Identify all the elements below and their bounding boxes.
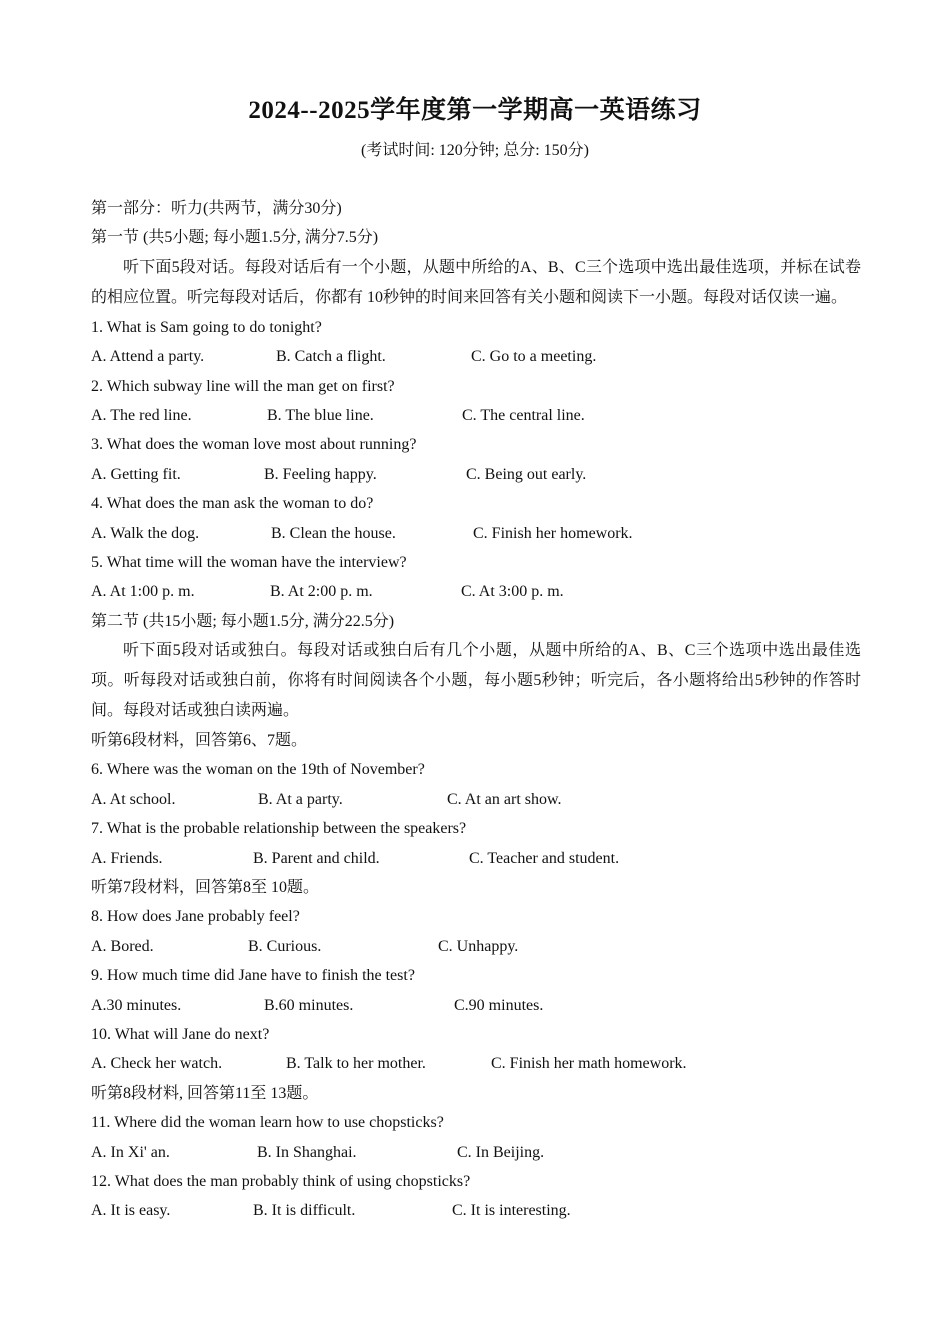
exam-title: 2024--2025学年度第一学期高一英语练习 — [248, 97, 702, 124]
material-heading: 听第7段材料，回答第8至 10题。 — [91, 879, 320, 897]
section-instructions: 听下面5段对话或独白。每段对话或独白后有几个小题，从题中所给的A、B、C三个选项中选出最佳选项。听每段对话或独白前，你将有时间阅读各个小题，每小题5秒钟；听完后，各小题将给出5秒钟的作答时间。每段对话或独白读两遍。 — [91, 642, 861, 720]
option-a: A. Check her watch. — [91, 1055, 223, 1073]
question-text: 6. Where was the woman on the 19th of November? — [91, 761, 425, 779]
option-a: A.30 minutes. — [91, 996, 182, 1014]
option-c: C. At an art show. — [447, 790, 562, 808]
question-text: 9. How much time did Jane have to finish the test? — [91, 967, 415, 985]
exam-content — [91, 194, 861, 1226]
question-text: 8. How does Jane probably feel? — [91, 908, 300, 926]
option-b: B. At 2:00 p. m. — [270, 583, 373, 601]
question-text: 7. What is the probable relationship between the speakers? — [91, 820, 467, 838]
question-text: 12. What does the man probably think of using chopsticks? — [91, 1172, 471, 1190]
option-b: B. Curious. — [248, 937, 322, 955]
option-c: C. The central line. — [462, 406, 585, 424]
question-options — [91, 401, 861, 430]
option-c: C. Finish her homework. — [473, 524, 633, 542]
option-c: C.90 minutes. — [454, 996, 544, 1014]
option-b: B. Talk to her mother. — [286, 1055, 426, 1073]
option-a: A. Walk the dog. — [91, 524, 200, 542]
option-b: B. Catch a flight. — [276, 348, 386, 366]
option-a: A. It is easy. — [91, 1202, 171, 1220]
option-c: C. In Beijing. — [457, 1143, 545, 1161]
question-options — [91, 844, 861, 873]
option-c: C. At 3:00 p. m. — [461, 583, 564, 601]
option-c: C. It is interesting. — [452, 1202, 571, 1220]
question-options — [91, 785, 861, 814]
option-a: A. Getting fit. — [91, 465, 181, 483]
question-options — [91, 1196, 861, 1225]
option-b: B. Parent and child. — [253, 849, 380, 867]
option-c: C. Go to a meeting. — [471, 348, 597, 366]
option-b: B. In Shanghai. — [257, 1143, 357, 1161]
option-a: A. Friends. — [91, 849, 163, 867]
question-text: 11. Where did the woman learn how to use chopsticks? — [91, 1114, 444, 1132]
question-options — [91, 991, 861, 1020]
question-text: 1. What is Sam going to do tonight? — [91, 318, 322, 336]
question-text: 10. What will Jane do next? — [91, 1025, 270, 1043]
option-b: B. Clean the house. — [271, 524, 396, 542]
question-options — [91, 342, 861, 371]
option-b: B. At a party. — [258, 790, 343, 808]
option-b: B. The blue line. — [267, 406, 374, 424]
question-options — [91, 577, 861, 606]
question-text: 5. What time will the woman have the interview? — [91, 553, 407, 571]
option-a: A. At school. — [91, 790, 176, 808]
part-heading: 第一部分：听力(共两节，满分30分) — [91, 200, 342, 217]
option-a: A. Bored. — [91, 937, 154, 955]
option-c: C. Finish her math homework. — [491, 1055, 687, 1073]
question-options — [91, 1138, 861, 1167]
option-b: B. It is difficult. — [253, 1202, 356, 1220]
option-c: C. Unhappy. — [438, 937, 519, 955]
section-instructions: 听下面5段对话。每段对话后有一个小题，从题中所给的A、B、C三个选项中选出最佳选项，并标在试卷的相应位置。听完每段对话后，你都有 10秒钟的时间来回答有关小题和阅读下一小题。每段对话仅读一遍。 — [91, 258, 861, 306]
section-heading: 第一节 (共5小题; 每小题1.5分, 满分7.5分) — [91, 229, 379, 247]
option-a: A. The red line. — [91, 406, 192, 424]
option-a: A. At 1:00 p. m. — [91, 583, 195, 601]
section-heading: 第二节 (共15小题; 每小题1.5分, 满分22.5分) — [91, 612, 395, 630]
material-heading: 听第6段材料，回答第6、7题。 — [91, 732, 308, 750]
question-text: 2. Which subway line will the man get on first? — [91, 377, 395, 395]
material-heading: 听第8段材料, 回答第11至 13题。 — [91, 1084, 319, 1102]
exam-subtitle: (考试时间: 120分钟; 总分: 150分) — [361, 142, 589, 159]
option-a: A. In Xi' an. — [91, 1143, 170, 1161]
question-options — [91, 932, 861, 961]
question-text: 3. What does the woman love most about running? — [91, 436, 417, 454]
question-options — [91, 1049, 861, 1078]
question-options — [91, 460, 861, 489]
option-b: B.60 minutes. — [264, 996, 354, 1014]
option-c: C. Teacher and student. — [469, 849, 620, 867]
option-b: B. Feeling happy. — [264, 465, 377, 483]
option-a: A. Attend a party. — [91, 348, 205, 366]
option-c: C. Being out early. — [466, 465, 587, 483]
question-options — [91, 519, 861, 548]
question-text: 4. What does the man ask the woman to do? — [91, 495, 374, 513]
